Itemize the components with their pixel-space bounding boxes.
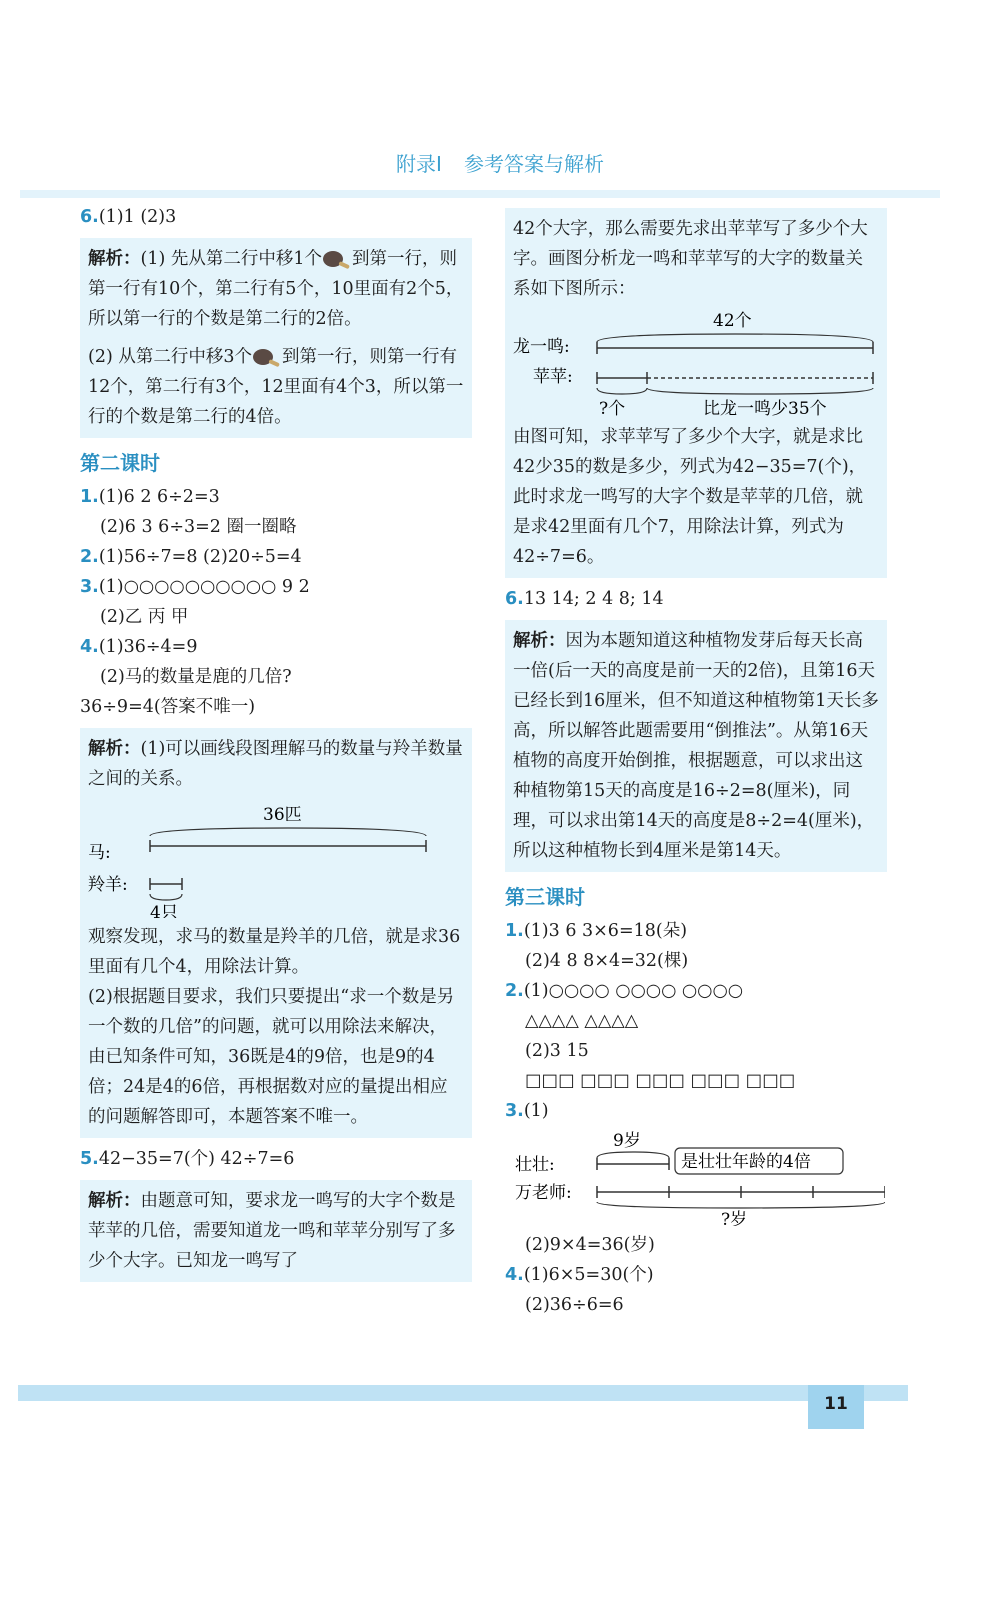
q1-line2: (2)6 3 6÷3=2 圈一圈略 <box>100 517 297 537</box>
r-q2-line3: (2)3 15 <box>525 1041 589 1061</box>
line-segment-diagram <box>505 1130 885 1226</box>
box-label: 是壮壮年龄的4倍 <box>681 1152 811 1172</box>
row2-label: 羚羊: <box>88 875 128 895</box>
line-segment-diagram <box>513 308 879 418</box>
horse-sheep-diagram <box>88 798 464 918</box>
q4-analysis: 解析：(1)可以画线段图理解马的数量与羚羊数量之间的关系。 36匹 马: 羚羊: 4只 观察发现，求马的数量是羚羊的几倍，就是求36里面有几个4，用除法计算。 (2)根据题目要求，我们只要提出“求一个数是另一个数的几倍”的问题，就可以用除法来解决，由已知条件可知，36既是4的9倍，也是9的4倍；24是4的6倍，再根据数对应的量提出相应的问题解答即可，本题答案不唯一。 <box>80 728 472 1138</box>
q5-cont-p1: 42个大字，那么需要先求出苹苹写了多少个大字。画图分析龙一鸣和苹苹写的大字的数量关系如下图所示： <box>513 219 868 299</box>
ping-pong-paddle-icon <box>322 249 352 271</box>
q5-analysis: 解析：由题意可知，要求龙一鸣写的大字个数是苹苹的几倍，需要知道龙一鸣和苹苹分别写了多少个大字。已知龙一鸣写了 <box>80 1180 472 1282</box>
bottom-band <box>18 1385 908 1401</box>
q3-line2: (2)乙 丙 甲 <box>100 607 189 627</box>
q4-analysis-p3: (2)根据题目要求，我们只要提出“求一个数是另一个数的几倍”的问题，就可以用除法来解决，由已知条件可知，36既是4的9倍，也是9的4倍；24是4的6倍，再根据数对应的量提出相应的问题解答即可，本题答案不唯一。 <box>88 987 455 1127</box>
diagram-top-label: 9岁 <box>613 1131 641 1151</box>
long-small-diagram <box>513 308 879 418</box>
r-q4-line2: (2)36÷6=6 <box>525 1295 624 1315</box>
q4-line3: 36÷9=4(答案不唯一) <box>80 697 256 717</box>
diagram-bottom-label: 4只 <box>150 903 178 918</box>
lesson-3-heading: 第三课时 <box>505 885 585 909</box>
q5-analysis-continued <box>505 208 887 578</box>
ping-pong-paddle-icon <box>252 347 282 369</box>
diagram-bottom-left: ?个 <box>599 399 626 418</box>
page-header <box>0 148 1000 177</box>
q6-analysis-right: 解析：因为本题知道这种植物发芽后每天长高一倍(后一天的高度是前一天的2倍)，且第16天已经长到16厘米，但不知道这种植物第1天长多高，所以解答此题需要用“倒推法”。从第16天植物的高度开始倒推，根据题意，可以求出这种植物第15天的高度是16÷2=8(厘米)，同理，可以求出第14天的高度是8÷2=4(厘米)，所以这种植物长到4厘米是第14天。 <box>505 620 887 872</box>
row1-label: 马: <box>88 843 111 863</box>
diagram-top-label: 42个 <box>713 311 752 331</box>
q4-analysis-p2: 观察发现，求马的数量是羚羊的几倍，就是求36里面有几个4，用除法计算。 <box>88 927 461 977</box>
q6-answer: 6.(1)1 (2)3 <box>80 207 177 227</box>
r-q3-line2: (2)9×4=36(岁) <box>525 1235 655 1255</box>
q2-line1: 2.(1)56÷7=8 (2)20÷5=4 <box>80 547 302 567</box>
r-q4-line1: 4.(1)6×5=30(个) <box>505 1265 654 1285</box>
r-q1-line2: (2)4 8 8×4=32(棵) <box>525 951 689 971</box>
q1-line1: 1.(1)6 2 6÷2=3 <box>80 487 220 507</box>
diagram-top-label: 36匹 <box>263 805 302 825</box>
r-q2-line2: △△△△ △△△△ <box>525 1011 639 1031</box>
r-q3-line1: 3.(1) <box>505 1101 549 1121</box>
row2-label: 万老师: <box>515 1183 572 1203</box>
diagram-bottom-label: ?岁 <box>721 1210 748 1226</box>
q3-line1: 3.(1)○○○○○○○○○○ 9 2 <box>80 577 310 597</box>
q5-line1: 5.42−35=7(个) 42÷7=6 <box>80 1149 295 1169</box>
age-diagram <box>505 1130 887 1226</box>
r-q2-line4: □□□ □□□ □□□ □□□ □□□ <box>525 1071 796 1091</box>
q4-line1: 4.(1)36÷4=9 <box>80 637 198 657</box>
row1-label: 壮壮: <box>515 1155 555 1175</box>
left-column <box>80 202 472 1288</box>
page-number: 11 <box>808 1385 864 1429</box>
lesson-2-heading: 第二课时 <box>80 451 160 475</box>
header-title: 参考答案与解析 <box>463 152 604 176</box>
q4-line2: (2)马的数量是鹿的几倍? <box>100 667 292 687</box>
row2-label: 苹苹: <box>533 367 573 387</box>
appendix-label: 附录Ⅰ <box>396 152 442 176</box>
row1-label: 龙一鸣: <box>513 337 570 357</box>
brace-top <box>150 828 426 836</box>
diagram-bottom-right: 比龙一鸣少35个 <box>703 399 827 418</box>
top-band <box>20 190 940 198</box>
q6-answer-right: 6.13 14; 2 4 8; 14 <box>505 589 664 609</box>
q5-cont-p2: 由图可知，求苹苹写了多少个大字，就是求比42少35的数是多少，列式为42−35=7(个)，此时求龙一鸣写的大字个数是苹苹的几倍，就是求42里面有几个7，用除法计算，列式为42÷7=6。 <box>513 427 867 567</box>
right-column <box>505 202 887 1320</box>
q6-analysis: 解析：(1) 先从第二行中移1个 到第一行，则第一行有10个，第二行有5个，10里面有2个5，所以第一行的个数是第二行的2倍。 (2) 从第二行中移3个 到第一行，则第一行有12个，第二行有3个，12里面有4个3，所以第一行的个数是第二行的4倍。 <box>80 238 472 438</box>
r-q1-line1: 1.(1)3 6 3×6=18(朵) <box>505 921 688 941</box>
r-q2-line1: 2.(1)○○○○ ○○○○ ○○○○ <box>505 981 743 1001</box>
line-segment-diagram <box>88 798 464 918</box>
